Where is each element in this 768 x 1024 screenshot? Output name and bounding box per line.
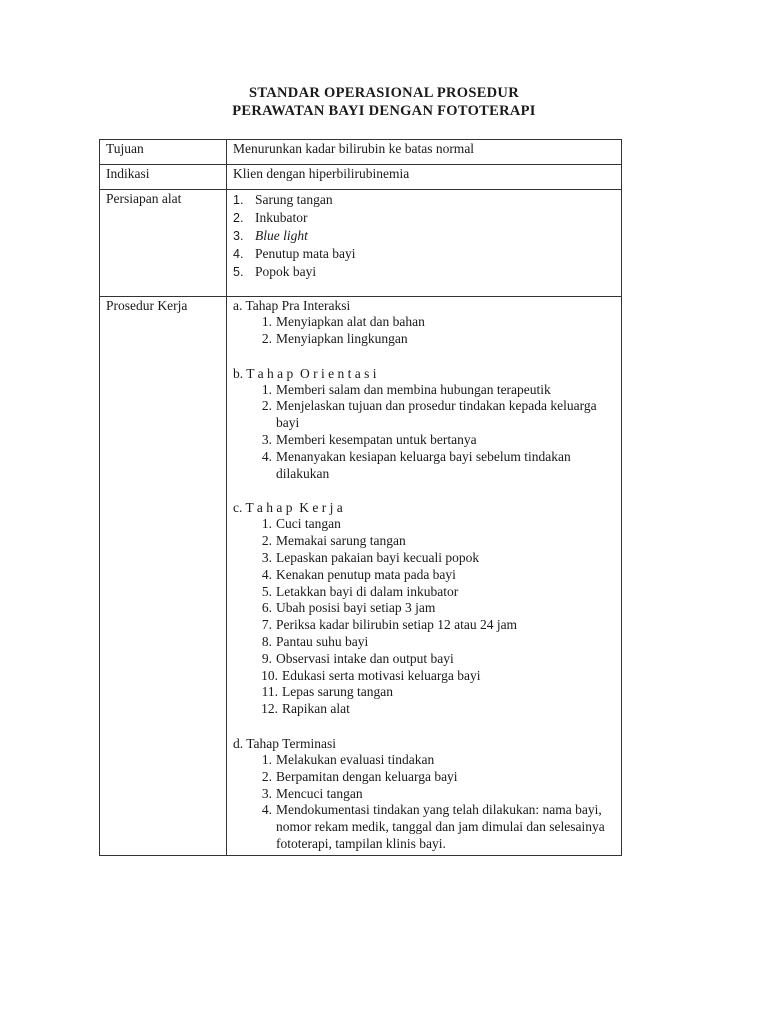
step-number: 11.	[261, 684, 278, 700]
equipment-item	[233, 227, 615, 245]
step-list	[233, 516, 615, 718]
step-list	[233, 382, 615, 483]
step-text: Mencuci tangan	[276, 785, 363, 801]
row-indikasi	[100, 165, 622, 190]
step-number: 9.	[261, 650, 272, 666]
step-item	[233, 752, 615, 769]
equipment-item	[233, 209, 615, 227]
step-item	[233, 398, 615, 432]
step-text: Cuci tangan	[276, 516, 341, 532]
stage-heading: c. T a h a p K e r j a	[233, 500, 343, 516]
step-item	[233, 701, 615, 718]
step-item	[233, 432, 615, 449]
step-number: 2.	[261, 533, 272, 549]
stage-heading: a. Tahap Pra Interaksi	[233, 298, 351, 313]
step-number: 4.	[261, 802, 272, 818]
item-number: 3.	[233, 229, 244, 243]
label-persiapan-alat: Persiapan alat	[100, 190, 227, 297]
step-item	[233, 634, 615, 651]
value-tujuan: Menurunkan kadar bilirubin ke batas normal	[227, 140, 622, 165]
label-indikasi: Indikasi	[100, 165, 227, 190]
stage-orientasi	[233, 365, 615, 483]
step-item	[233, 684, 615, 701]
step-number: 1.	[261, 314, 272, 329]
value-prosedur-kerja	[227, 297, 622, 856]
stage-heading: d. Tahap Terminasi	[233, 735, 336, 751]
row-prosedur-kerja	[100, 297, 622, 856]
step-number: 1.	[261, 381, 272, 397]
step-text: Edukasi serta motivasi keluarga bayi	[282, 667, 481, 683]
step-text: Menyiapkan lingkungan	[276, 330, 408, 346]
step-number: 3.	[261, 549, 272, 565]
step-text: Menanyakan kesiapan keluarga bayi sebelum tindakan dilakukan	[276, 448, 571, 481]
step-text: Rapikan alat	[282, 701, 350, 717]
step-text: Lepas sarung tangan	[282, 684, 393, 700]
step-item	[233, 584, 615, 601]
item-text: Popok bayi	[255, 264, 317, 279]
step-item	[233, 567, 615, 584]
step-text: Melakukan evaluasi tindakan	[276, 751, 435, 767]
title-line-1: STANDAR OPERASIONAL PROSEDUR	[249, 85, 519, 101]
title-line-2: PERAWATAN BAYI DENGAN FOTOTERAPI	[232, 103, 536, 119]
step-number: 5.	[261, 583, 272, 599]
step-list	[233, 752, 615, 853]
step-number: 10.	[261, 667, 278, 683]
step-text: Memakai sarung tangan	[276, 533, 406, 549]
step-item	[233, 331, 615, 348]
step-text: Menyiapkan alat dan bahan	[276, 314, 425, 329]
step-text: Observasi intake dan output bayi	[276, 650, 454, 666]
document-title	[0, 84, 768, 120]
sop-table	[99, 139, 622, 856]
step-number: 4.	[261, 566, 272, 582]
step-item	[233, 314, 615, 331]
step-number: 12.	[261, 701, 278, 717]
step-item	[233, 651, 615, 668]
step-text: Kenakan penutup mata pada bayi	[276, 566, 456, 582]
equipment-item	[233, 245, 615, 263]
step-number: 8.	[261, 633, 272, 649]
step-number: 3.	[261, 431, 272, 447]
step-number: 1.	[261, 516, 272, 532]
step-text: Memberi salam dan membina hubungan terapeutik	[276, 381, 551, 397]
step-item	[233, 533, 615, 550]
step-list	[233, 314, 615, 348]
step-number: 3.	[261, 785, 272, 801]
step-item	[233, 802, 615, 852]
step-number: 7.	[261, 617, 272, 633]
step-number: 1.	[261, 751, 272, 767]
label-prosedur-kerja: Prosedur Kerja	[100, 297, 227, 856]
step-number: 4.	[261, 448, 272, 464]
step-number: 2.	[261, 768, 272, 784]
step-text: Menjelaskan tujuan dan prosedur tindakan kepada keluarga bayi	[276, 398, 597, 431]
label-tujuan: Tujuan	[100, 140, 227, 165]
item-text: Inkubator	[255, 210, 308, 225]
item-number: 5.	[233, 265, 244, 279]
step-number: 2.	[261, 398, 272, 414]
value-indikasi: Klien dengan hiperbilirubinemia	[227, 165, 622, 190]
equipment-list	[233, 191, 615, 281]
step-item	[233, 382, 615, 399]
step-item	[233, 600, 615, 617]
stage-terminasi	[233, 735, 615, 853]
row-persiapan-alat	[100, 190, 622, 297]
step-text: Lepaskan pakaian bayi kecuali popok	[276, 549, 480, 565]
item-text: Penutup mata bayi	[255, 246, 356, 261]
item-text: Sarung tangan	[255, 192, 333, 207]
step-item	[233, 769, 615, 786]
step-item	[233, 668, 615, 685]
item-number: 1.	[233, 193, 244, 207]
step-item	[233, 449, 615, 483]
step-number: 6.	[261, 600, 272, 616]
item-number: 2.	[233, 211, 244, 225]
step-text: Memberi kesempatan untuk bertanya	[276, 431, 477, 447]
equipment-item	[233, 263, 615, 281]
row-tujuan	[100, 140, 622, 165]
step-item	[233, 617, 615, 634]
stage-pra-interaksi	[233, 297, 615, 348]
step-text: Mendokumentasi tindakan yang telah dilakukan: nama bayi, nomor rekam medik, tanggal dan jam dimulai dan selesainya fototerapi, tampilan klinis bayi.	[276, 802, 605, 851]
equipment-item	[233, 191, 615, 209]
stage-heading: b. T a h a p O r i e n t a s i	[233, 365, 377, 381]
value-persiapan-alat	[227, 190, 622, 297]
step-number: 2.	[261, 330, 272, 346]
item-number: 4.	[233, 247, 244, 261]
step-text: Pantau suhu bayi	[276, 633, 369, 649]
stage-kerja	[233, 499, 615, 718]
step-text: Periksa kadar bilirubin setiap 12 atau 24 jam	[276, 617, 518, 633]
step-text: Berpamitan dengan keluarga bayi	[276, 768, 458, 784]
step-item	[233, 516, 615, 533]
step-text: Letakkan bayi di dalam inkubator	[276, 583, 459, 599]
step-text: Ubah posisi bayi setiap 3 jam	[276, 600, 436, 616]
step-item	[233, 550, 615, 567]
item-text: Blue light	[255, 228, 308, 243]
step-item	[233, 786, 615, 803]
